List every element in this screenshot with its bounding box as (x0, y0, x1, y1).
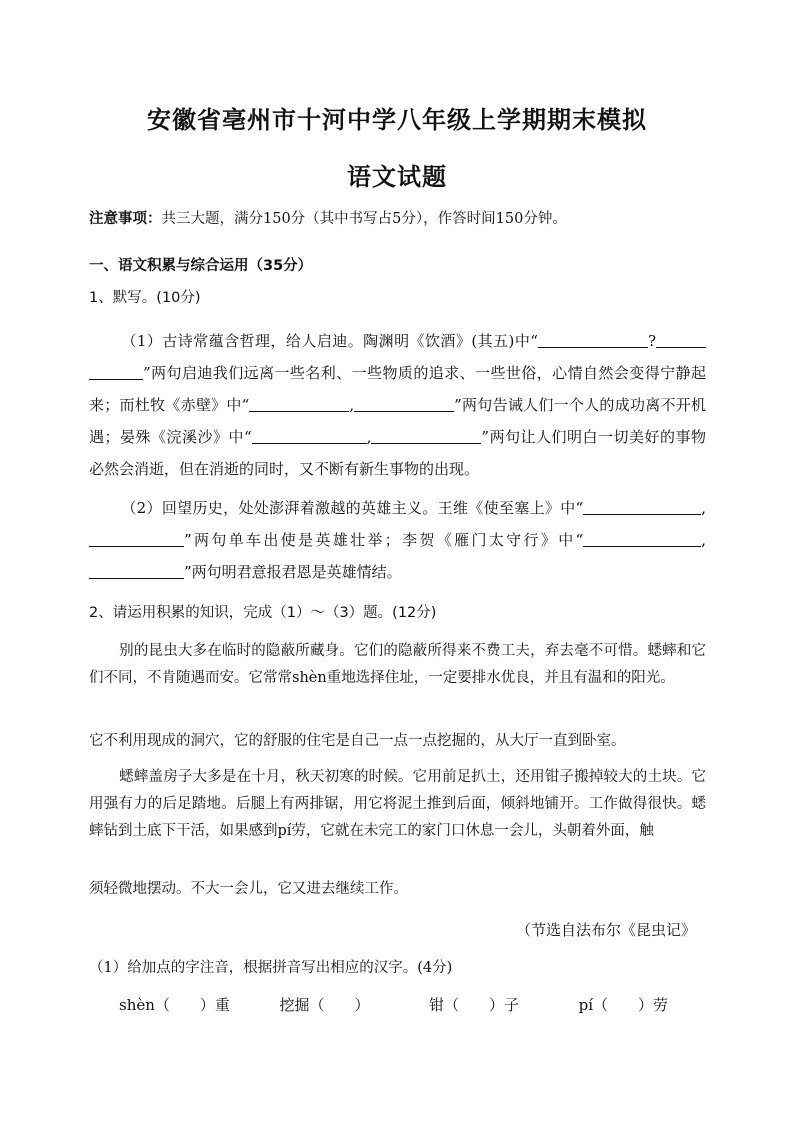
q1-part2-text-b: ”两句单车出使是英雄壮举；李贺《雁门太守行》中“ (184, 531, 584, 549)
passage-paragraph-4: 须轻微地摆动。不大一会儿，它又进去继续工作。 (89, 881, 408, 897)
section1-heading: 一、语文积累与综合运用（35分） (89, 258, 313, 274)
answer-blank (583, 498, 701, 515)
passage-paragraph-2: 它不利用现成的洞穴，它的舒服的住宅是自己一点一点挖掘的，从大厅一直到卧室。 (89, 733, 626, 749)
q1-part1-text-a: （1）古诗常蕴含哲理，给人启迪。陶渊明《饮酒》(其五)中“ (121, 332, 538, 350)
passage-paragraph-3: 蟋蟀盖房子大多是在十月，秋天初寒的时候。它用前足扒土，还用钳子搬掉较大的土块。它用强有力的后足踏地。后腿上有两排锯，用它将泥土推到后面，倾斜地铺开。工作做得很快。蟋蟀钻到土底下干活，如果感到pí劳，它就在未完工的家门口休息一会儿，头朝着外面，触 (89, 769, 706, 839)
comma: , (701, 531, 706, 549)
passage-source: （节选自法布尔《昆虫记》 (515, 921, 696, 939)
pinyin-item: shèn（ ）重 (119, 996, 230, 1014)
answer-blank (252, 427, 367, 444)
q1-part2 (89, 492, 706, 588)
answer-blank (89, 530, 184, 547)
answer-blank (89, 363, 143, 380)
notice-label: 注意事项： (89, 211, 162, 227)
notice-line (89, 209, 567, 229)
q1-part2-text-a: （2）回望历史，处处澎湃着激越的英雄主义。王维《使至塞上》中“ (121, 499, 584, 517)
q2-sub1-heading: （1）给加点的字注音，根据拼音写出相应的汉字。(4分) (89, 960, 453, 976)
comma: , (349, 396, 355, 414)
q2-sub1-items (119, 995, 668, 1015)
pinyin-item: pí（ ）劳 (578, 996, 669, 1014)
answer-blank (371, 427, 481, 444)
q1-heading: 1、默写。(10分) (89, 290, 201, 306)
q1-part1-qmark: ? (647, 332, 656, 350)
passage-paragraph-1: 别的昆虫大多在临时的隐蔽所藏身。它们的隐蔽所得来不费工夫，弃去毫不可惜。蟋蟀和它们不同，不肯随遇而安。它常常shèn重地选择住址，一定要排水优良，并且有温和的阳光。 (89, 643, 706, 686)
answer-blank (538, 331, 648, 348)
pinyin-item: 挖掘（ ） (279, 996, 370, 1014)
answer-blank (656, 331, 706, 348)
answer-blank (89, 562, 184, 579)
page-title: 安徽省亳州市十河中学八年级上学期期末模拟 (147, 106, 647, 134)
q1-part2-text-c: ”两句明君意报君恩是英雄情结。 (184, 563, 402, 581)
comma: , (366, 428, 372, 446)
pinyin-item: 钳（ ）子 (429, 996, 520, 1014)
answer-blank (249, 395, 349, 412)
q1-part1-text-b: ”两句启迪我们远离一些名利、一些物质的追求、一些世俗，心情自然会变得宁静起来；而杜牧《赤壁》中“ (89, 364, 706, 414)
page-subtitle: 语文试题 (347, 163, 447, 191)
q1-part1-text-c: ”两句告诫人们一个人的成功离不开机遇；晏殊《浣溪沙》中“ (89, 396, 707, 446)
q2-heading: 2、请运用积累的知识，完成（1）～（3）题。(12分) (89, 605, 437, 621)
q1-part1-text-d: ”两句让人们明白一切美好的事物必然会消逝，但在消逝的同时，又不断有新生事物的出现。 (89, 428, 707, 478)
answer-blank (583, 530, 701, 547)
answer-blank (354, 395, 454, 412)
comma: , (701, 499, 706, 517)
q1-part1 (89, 325, 706, 485)
notice-text: 共三大题，满分150分（其中书写占5分），作答时间150分钟。 (161, 211, 567, 227)
